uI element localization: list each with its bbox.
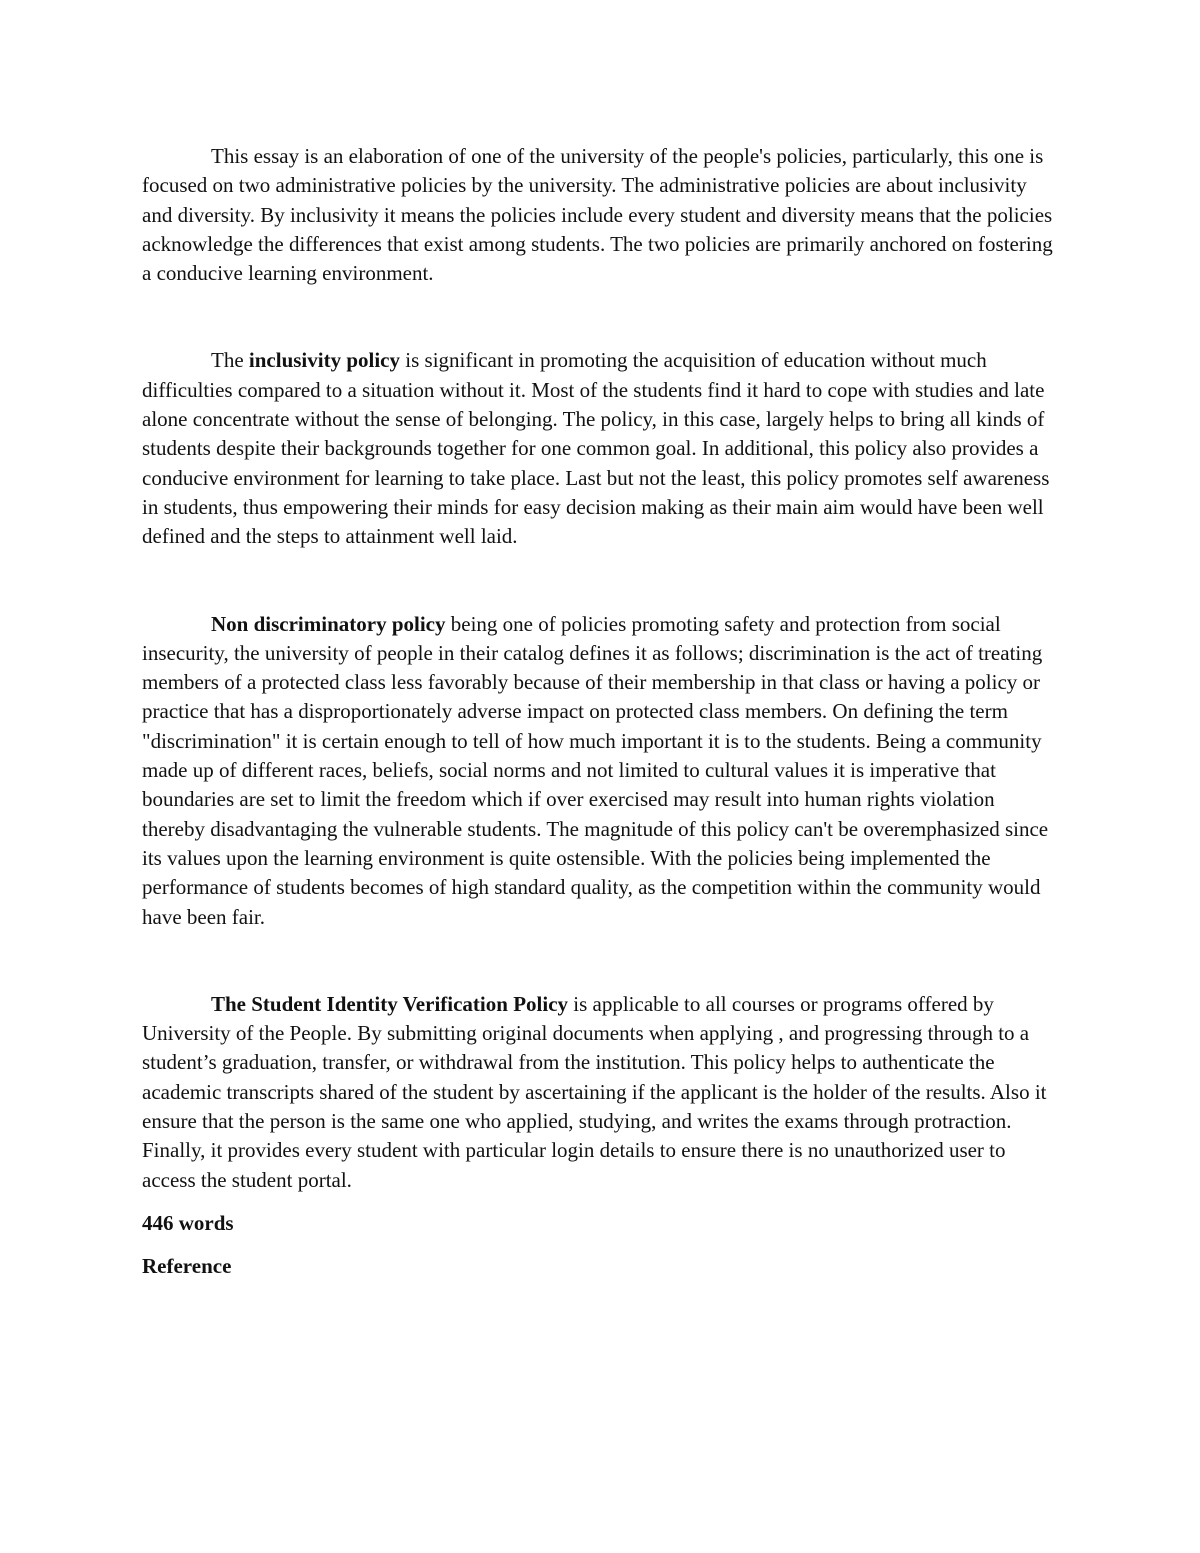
paragraph-spacer xyxy=(142,1238,1060,1252)
reference-heading: Reference xyxy=(142,1254,232,1279)
paragraph-intro-text: This essay is an elaboration of one of the university of the people's policies, particularly, this one is focused on two administrative policies by the university. The administrative policies are about inclusivity and diversity. By inclusivity it means the policies include every student and diversity means that the policies acknowledge the differences that exist among students. The two policies are primarily anchored on fostering a conducive learning environment. xyxy=(142,144,1053,286)
paragraph-non-discriminatory-text: being one of policies promoting safety and protection from social insecurity, the university of people in their catalog defines it as follows; discrimination is the act of treating members of a protected class less favorably because of their membership in that class or having a policy or practice that has a disproportionately adverse impact on protected class members. On defining the term "discrimination" it is certain enough to tell of how much important it is to the students. Being a community made up of different races, beliefs, social norms and not limited to cultural values it is imperative that boundaries are set to limit the freedom which if over exercised may result into human rights violation thereby disadvantaging the vulnerable students. The magnitude of this policy can't be overemphasized since its values upon the learning environment is quite ostensible. With the policies being implemented the performance of students becomes of high standard quality, as the competition within the community would have been fair. xyxy=(142,611,1049,929)
word-count: 446 words xyxy=(142,1210,234,1235)
paragraph-spacer xyxy=(142,1195,1060,1209)
paragraph-spacer xyxy=(142,288,1060,346)
paragraph-non-discriminatory xyxy=(142,610,1060,932)
non-discriminatory-policy-term: Non discriminatory policy xyxy=(211,611,446,636)
paragraph-identity-verification-text: is applicable to all courses or programs offered by University of the People. By submitting original documents when applying , and progressing through to a student’s graduation, transfer, or withdrawal from the institution. This policy helps to authenticate the academic transcripts shared of the student by ascertaining if the applicant is the holder of the results. Also it ensure that the person is the same one who applied, studying, and writes the exams through protraction. Finally, it provides every student with particular login details to ensure there is no unauthorized user to access the student portal. xyxy=(142,991,1047,1192)
document-body xyxy=(142,142,1060,1282)
paragraph-spacer xyxy=(142,552,1060,610)
identity-verification-policy-term: The Student Identity Verification Policy xyxy=(211,991,569,1016)
paragraph-inclusivity-prefix: The xyxy=(211,348,249,373)
paragraph-intro xyxy=(142,142,1060,288)
paragraph-identity-verification xyxy=(142,990,1060,1195)
paragraph-inclusivity-text: is significant in promoting the acquisition of education without much difficulties compared to a situation without it. Most of the students find it hard to cope with studies and late alone concentrate without the sense of belonging. The policy, in this case, largely helps to bring all kinds of students despite their backgrounds together for one common goal. In additional, this policy also provides a conducive environment for learning to take place. Last but not the least, this policy promotes self awareness in students, thus empowering their minds for easy decision making as their main aim would have been well defined and the steps to attainment well laid. xyxy=(142,348,1050,549)
inclusivity-policy-term: inclusivity policy xyxy=(248,348,401,373)
paragraph-spacer xyxy=(142,932,1060,990)
paragraph-inclusivity xyxy=(142,346,1060,551)
